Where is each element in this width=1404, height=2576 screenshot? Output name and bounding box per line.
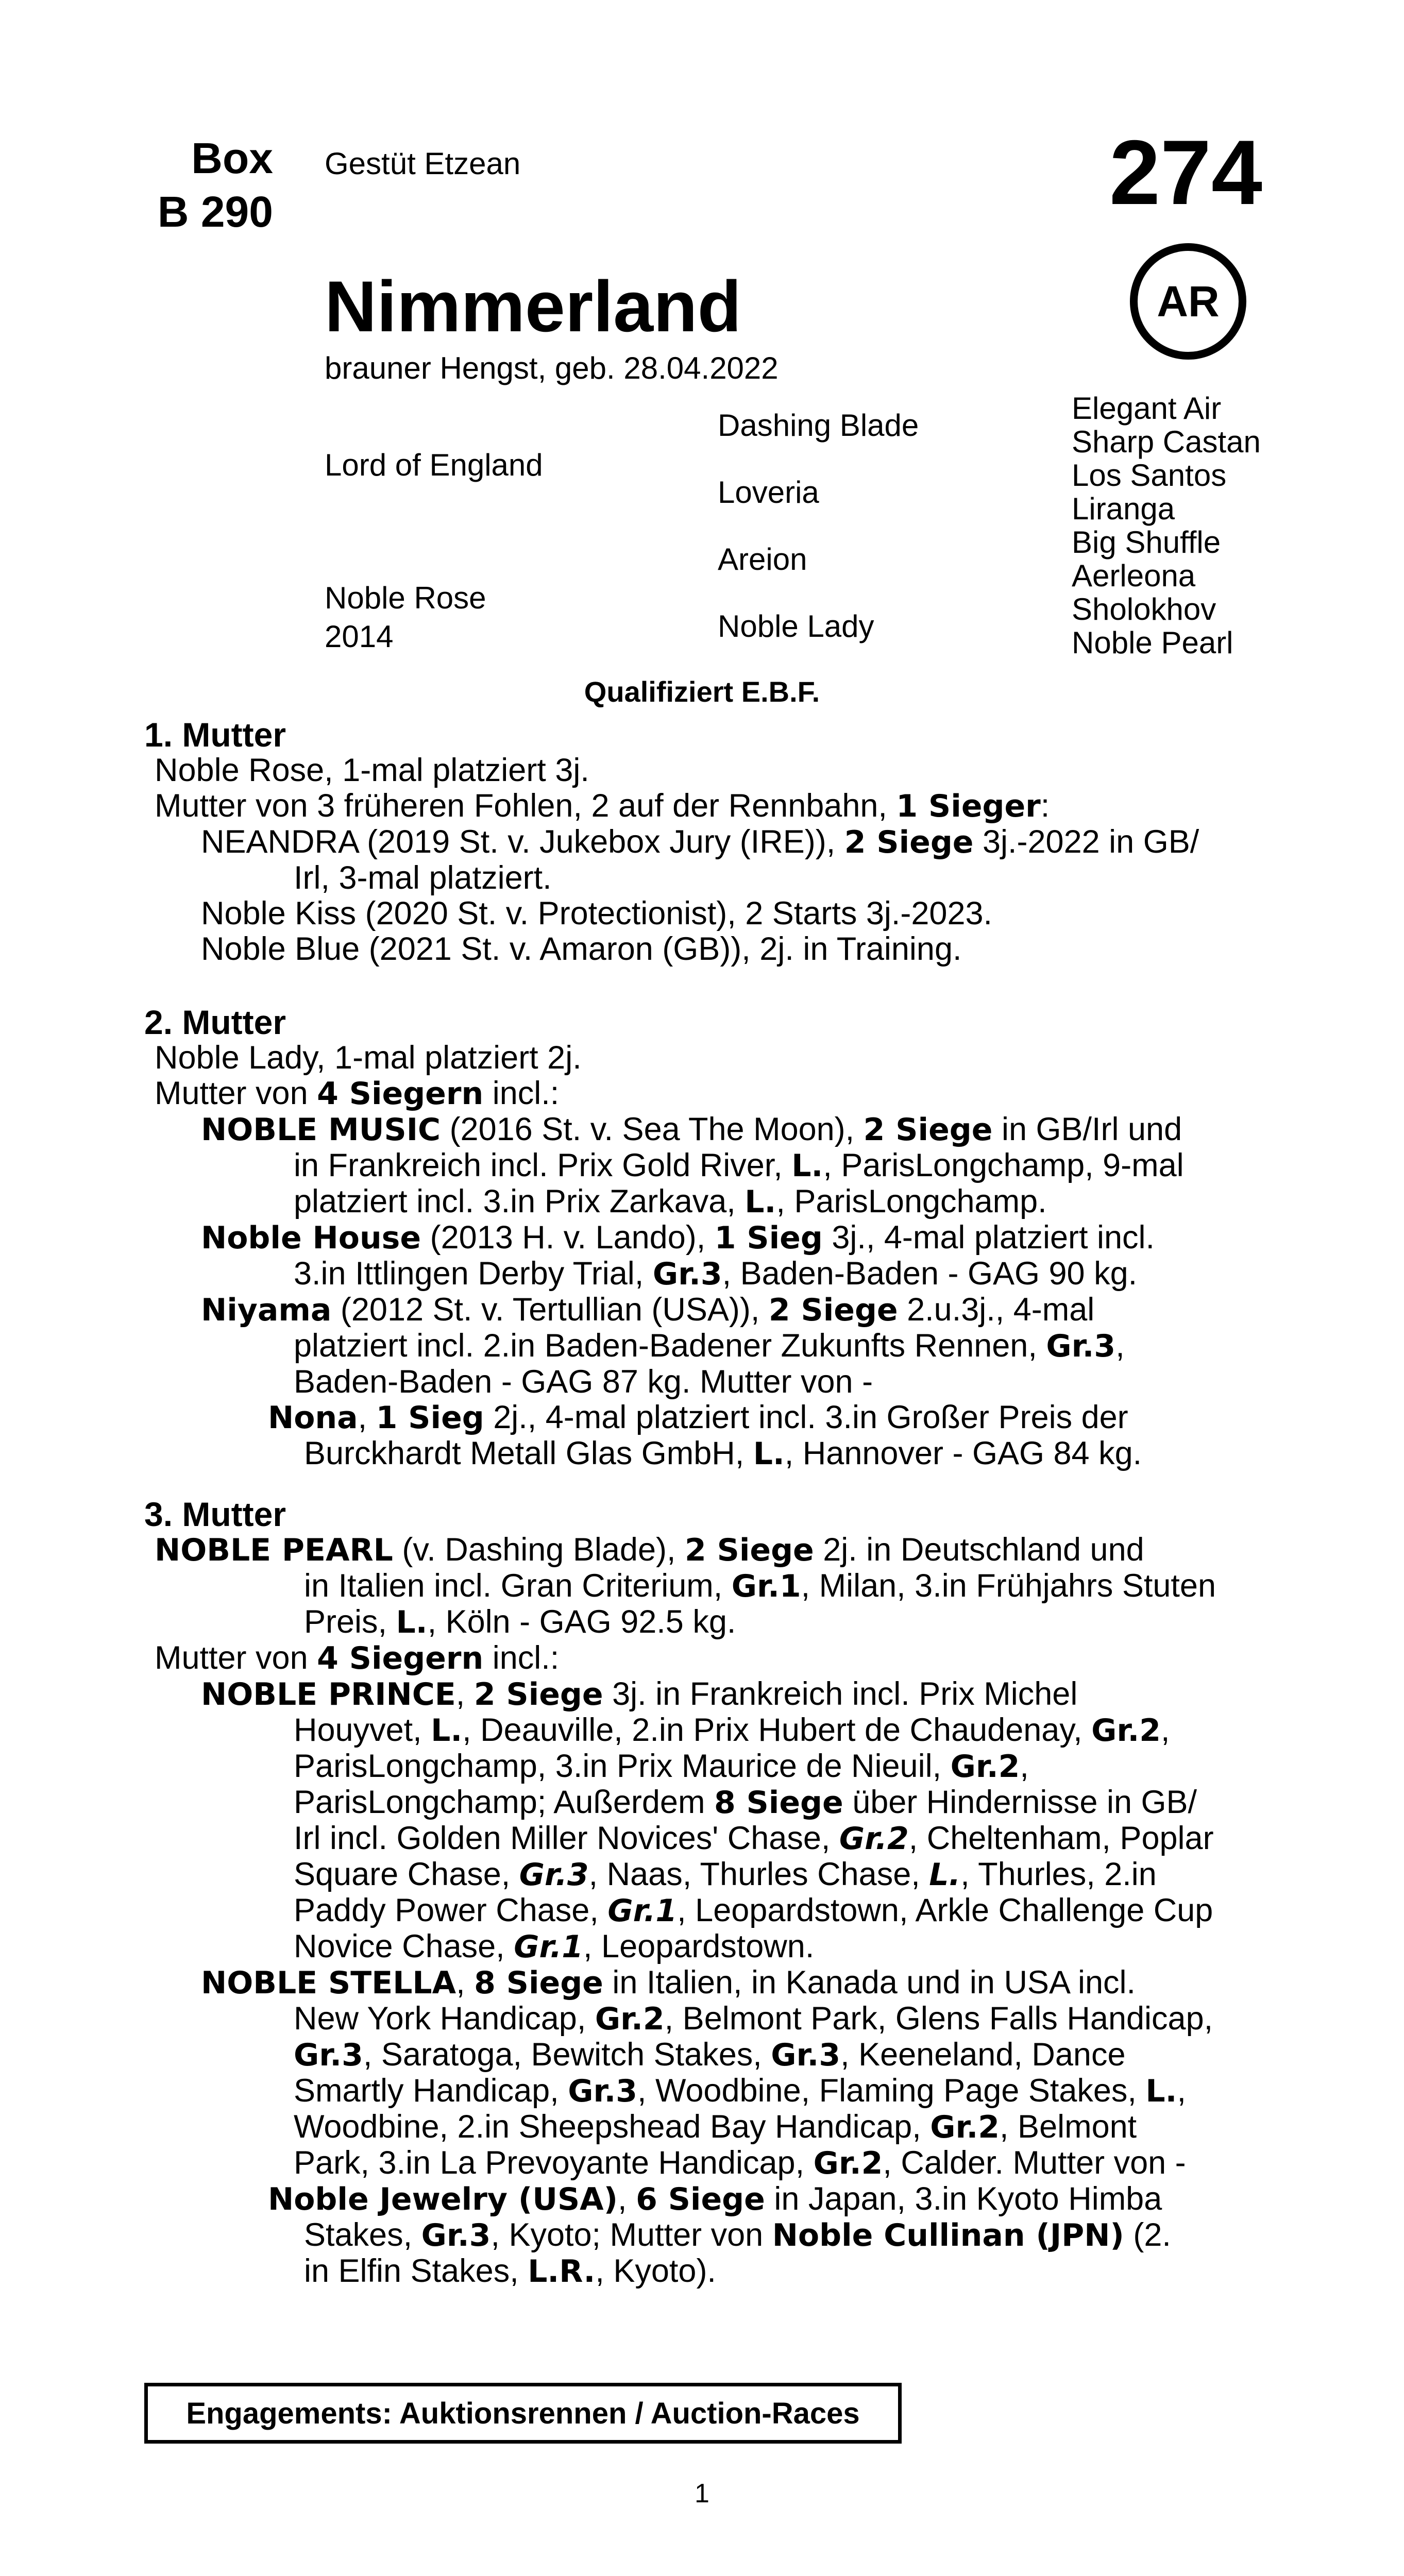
pedigree-great-grandparent: Sholokhov <box>1072 592 1216 626</box>
text: 3.in Ittlingen Derby Trial, <box>294 1256 653 1292</box>
progeny-name: Niyama <box>201 1292 332 1328</box>
text: Mutter von <box>155 1075 317 1111</box>
mutter2-progeny-d <box>144 1400 1270 1436</box>
progeny-name: NOBLE PRINCE <box>201 1676 456 1713</box>
mutter2-progeny-a <box>144 1112 1270 1148</box>
text: Novice Chase, <box>294 1928 514 1964</box>
mutter3-prince-cont <box>144 1929 1270 1965</box>
mutter3-section <box>144 1497 1270 2290</box>
text: in Frankreich incl. Prix Gold River, <box>294 1147 792 1183</box>
mutter2-progeny-a-cont <box>144 1184 1270 1220</box>
wins: 1 Sieg <box>376 1400 484 1436</box>
wins: 2 Siege <box>473 1676 603 1713</box>
text: ParisLongchamp; Außerdem <box>294 1784 714 1820</box>
mutter3-jewelry-cont <box>144 2217 1270 2253</box>
text: : <box>1040 788 1050 824</box>
grade: L. <box>1145 2073 1177 2109</box>
text: in GB/Irl und <box>992 1111 1182 1147</box>
text: , ParisLongchamp. <box>776 1183 1047 1219</box>
text: 2.u.3j., 4-mal <box>898 1292 1095 1328</box>
mutter2-heading: 2. Mutter <box>144 1003 286 1041</box>
grade: Gr.3 <box>771 2037 841 2073</box>
text: , Köln - GAG 92.5 kg. <box>427 1604 736 1640</box>
mutter2-progeny-c <box>144 1292 1270 1328</box>
mutter3-stella-cont <box>144 2109 1270 2145</box>
mutter3-pearl-cont <box>144 1568 1270 1604</box>
wins: 2 Siege <box>768 1292 898 1328</box>
text: , Belmont <box>1000 2109 1137 2145</box>
box-label <box>144 131 273 239</box>
progeny-name: NOBLE STELLA <box>201 1965 456 2001</box>
text: Burckhardt Metall Glas GmbH, <box>304 1435 753 1471</box>
grade: Gr.1 <box>607 1893 678 1929</box>
text: in Italien, in Kanada und in USA incl. <box>603 1964 1136 2001</box>
mutter1-section <box>144 717 1270 967</box>
text: Mutter von 3 früheren Fohlen, 2 auf der Rennbahn, <box>155 788 896 824</box>
progeny-name: Noble Cullinan (JPN) <box>772 2217 1124 2253</box>
pedigree-great-grandparent: Los Santos <box>1072 458 1227 493</box>
text: , Kyoto; Mutter von <box>490 2217 772 2253</box>
pedigree-grandparent: Dashing Blade <box>718 408 919 443</box>
grade: L. <box>929 1857 961 1893</box>
mutter3-stella-cont <box>144 2145 1270 2181</box>
progeny-name: Noble House <box>201 1220 421 1256</box>
text: , Calder. Mutter von - <box>883 2145 1186 2181</box>
text: Woodbine, 2.in Sheepshead Bay Handicap, <box>294 2109 931 2145</box>
winner-count: 1 Sieger <box>896 788 1041 824</box>
qualification: Qualifiziert E.B.F. <box>584 675 820 708</box>
text: Houyvet, <box>294 1712 431 1748</box>
pedigree-dam: Noble Rose <box>325 581 486 615</box>
wins: 2 Siege <box>844 824 974 860</box>
text: New York Handicap, <box>294 2001 595 2037</box>
grade: Gr.2 <box>1091 1713 1161 1749</box>
text: Preis, <box>304 1604 396 1640</box>
mutter3-prince-cont <box>144 1713 1270 1749</box>
pedigree-dam-year: 2014 <box>325 619 394 654</box>
mutter3-line2 <box>144 1640 1270 1676</box>
text: (2016 St. v. Sea The Moon), <box>441 1111 864 1147</box>
mutter2-line2 <box>144 1076 1270 1112</box>
grade: Gr.3 <box>1046 1328 1116 1364</box>
mutter3-pearl <box>144 1532 1270 1568</box>
text: , <box>456 1964 475 2001</box>
text: in Italien incl. Gran Criterium, <box>304 1568 732 1604</box>
mutter3-pearl-cont <box>144 1604 1270 1640</box>
mutter1-line1: Noble Rose, 1-mal platziert 3j. <box>155 752 589 788</box>
text: , <box>455 1676 474 1712</box>
box-line1: Box <box>191 134 273 182</box>
text: , Keeneland, Dance <box>840 2037 1126 2073</box>
pedigree-grandparent: Loveria <box>718 475 819 510</box>
text: , <box>1115 1328 1125 1364</box>
text: , Baden-Baden - GAG 90 kg. <box>722 1256 1138 1292</box>
horse-name: Nimmerland <box>325 266 742 347</box>
mutter3-stella-cont <box>144 2073 1270 2109</box>
wins: 2 Siege <box>684 1532 814 1568</box>
grade: Gr.3 <box>421 2217 491 2253</box>
text: incl.: <box>483 1640 560 1676</box>
stud-name: Gestüt Etzean <box>325 146 521 181</box>
mutter2-progeny-d-cont <box>144 1436 1270 1472</box>
mutter1-line2 <box>144 788 1270 824</box>
horse-description: brauner Hengst, geb. 28.04.2022 <box>325 351 779 385</box>
text: , <box>618 2181 636 2217</box>
grade: Gr.3 <box>652 1256 722 1292</box>
progeny-name: NEANDRA <box>201 824 358 860</box>
engagements-label: Engagements: Auktionsrennen / Auction-Races <box>186 2396 860 2430</box>
mutter2-progeny-c-cont: Baden-Baden - GAG 87 kg. Mutter von - <box>294 1364 873 1400</box>
text: , Belmont Park, Glens Falls Handicap, <box>664 2001 1213 2037</box>
mutter3-prince-cont <box>144 1857 1270 1893</box>
text: platziert incl. 2.in Baden-Badener Zukunfts Rennen, <box>294 1328 1046 1364</box>
mutter3-prince-cont <box>144 1821 1270 1857</box>
text: , Kyoto). <box>595 2253 716 2289</box>
grade: L. <box>791 1148 823 1184</box>
pedigree-grandparent: Noble Lady <box>718 609 874 643</box>
grade: Gr.2 <box>595 2001 665 2037</box>
mutter2-section <box>144 1005 1270 1472</box>
winner-count: 4 Siegern <box>317 1076 484 1112</box>
text: , Saratoga, Bewitch Stakes, <box>363 2037 771 2073</box>
mutter1-progeny-1 <box>144 824 1270 860</box>
mutter3-prince-cont <box>144 1893 1270 1929</box>
grade: L. <box>745 1184 776 1220</box>
engagements-box <box>144 2383 902 2444</box>
text: 3j.-2022 in GB/ <box>973 824 1199 860</box>
pedigree-great-grandparent: Aerleona <box>1072 558 1196 593</box>
text: Square Chase, <box>294 1856 519 1892</box>
progeny-name: NOBLE MUSIC <box>201 1112 441 1148</box>
text: 3j. in Frankreich incl. Prix Michel <box>603 1676 1078 1712</box>
mutter3-prince-cont <box>144 1749 1270 1785</box>
text: , Woodbine, Flaming Page Stakes, <box>637 2073 1146 2109</box>
grade: Gr.2 <box>930 2109 1000 2145</box>
grade: Gr.2 <box>839 1821 909 1857</box>
grade: Gr.2 <box>950 1749 1020 1785</box>
text: , Milan, 3.in Frühjahrs Stuten <box>801 1568 1216 1604</box>
mutter2-progeny-a-cont <box>144 1148 1270 1184</box>
box-line2: B 290 <box>157 188 273 236</box>
text: , Thurles, 2.in <box>960 1856 1157 1892</box>
mutter3-prince-cont <box>144 1785 1270 1821</box>
grade: L. <box>753 1436 785 1472</box>
mutter3-stella <box>144 1965 1270 2001</box>
text: (2012 St. v. Tertullian (USA)), <box>331 1292 769 1328</box>
mutter1-progeny-3: Noble Blue (2021 St. v. Amaron (GB)), 2j. in Training. <box>201 931 962 967</box>
text: (2013 H. v. Lando), <box>421 1219 715 1256</box>
grade: Gr.1 <box>731 1568 801 1604</box>
mutter3-stella-cont <box>144 2037 1270 2073</box>
pedigree-great-grandparent: Elegant Air <box>1072 391 1222 426</box>
wins: 6 Siege <box>636 2181 765 2217</box>
pedigree-great-grandparent: Liranga <box>1072 492 1175 526</box>
text: , Leopardstown, Arkle Challenge Cup <box>677 1892 1213 1928</box>
winner-count: 4 Siegern <box>317 1640 484 1676</box>
text: , Hannover - GAG 84 kg. <box>784 1435 1142 1471</box>
text: , Cheltenham, Poplar <box>908 1820 1214 1856</box>
text: , Deauville, 2.in Prix Hubert de Chaudenay, <box>462 1712 1092 1748</box>
text: , <box>1020 1748 1029 1784</box>
mutter3-stella-cont <box>144 2001 1270 2037</box>
text: 2j., 4-mal platziert incl. 3.in Großer Preis der <box>484 1399 1128 1435</box>
grade: L. <box>396 1604 428 1640</box>
text: (v. Dashing Blade), <box>393 1532 685 1568</box>
wins: 1 Sieg <box>714 1220 823 1256</box>
text: Stakes, <box>304 2217 421 2253</box>
wins: 2 Siege <box>863 1112 993 1148</box>
pedigree-great-grandparent: Big Shuffle <box>1072 525 1221 560</box>
text: (2019 St. v. Jukebox Jury (IRE)), <box>358 824 844 860</box>
pedigree-sire: Lord of England <box>325 448 543 482</box>
pedigree-grandparent: Areion <box>718 542 807 577</box>
mutter1-progeny-2: Noble Kiss (2020 St. v. Protectionist), 2 Starts 3j.-2023. <box>201 895 993 931</box>
text: , <box>1177 2073 1186 2109</box>
progeny-name: Noble Jewelry (USA) <box>268 2181 618 2217</box>
grade: L. <box>431 1713 463 1749</box>
lot-number: 274 <box>1109 121 1262 224</box>
text: Irl incl. Golden Miller Novices' Chase, <box>294 1820 839 1856</box>
grade: Gr.1 <box>514 1929 584 1965</box>
ar-badge-label: AR <box>1157 277 1220 326</box>
mutter3-jewelry-cont <box>144 2253 1270 2290</box>
page-number: 1 <box>695 2479 709 2509</box>
text: ParisLongchamp, 3.in Prix Maurice de Nieuil, <box>294 1748 951 1784</box>
grade: Gr.3 <box>519 1857 589 1893</box>
dam-name: NOBLE PEARL <box>155 1532 393 1568</box>
wins: 8 Siege <box>714 1785 843 1821</box>
text: platziert incl. 3.in Prix Zarkava, <box>294 1183 745 1219</box>
grade: Gr.3 <box>294 2037 363 2073</box>
mutter3-jewelry <box>144 2181 1270 2217</box>
text: , <box>358 1399 376 1435</box>
wins: 8 Siege <box>474 1965 603 2001</box>
grade: Gr.3 <box>568 2073 638 2109</box>
mutter2-progeny-c-cont <box>144 1328 1270 1364</box>
text: , ParisLongchamp, 9-mal <box>823 1147 1184 1183</box>
text: Mutter von <box>155 1640 317 1676</box>
text: , Leopardstown. <box>583 1928 815 1964</box>
mutter2-progeny-b <box>144 1220 1270 1256</box>
text: Paddy Power Chase, <box>294 1892 608 1928</box>
text: (2. <box>1124 2217 1171 2253</box>
text: 3j., 4-mal platziert incl. <box>822 1219 1155 1256</box>
mutter1-heading: 1. Mutter <box>144 716 286 754</box>
text: , <box>1160 1712 1170 1748</box>
mutter3-heading: 3. Mutter <box>144 1495 286 1533</box>
mutter1-progeny-1-cont: Irl, 3-mal platziert. <box>294 860 552 896</box>
text: über Hindernisse in GB/ <box>843 1784 1197 1820</box>
mutter3-prince <box>144 1676 1270 1713</box>
pedigree-great-grandparent: Sharp Castan <box>1072 425 1261 459</box>
progeny-name: Nona <box>268 1400 358 1436</box>
text: in Elfin Stakes, <box>304 2253 528 2289</box>
mutter2-progeny-b-cont <box>144 1256 1270 1292</box>
text: incl.: <box>483 1075 560 1111</box>
text: 2j. in Deutschland und <box>814 1532 1144 1568</box>
text: Smartly Handicap, <box>294 2073 568 2109</box>
pedigree-great-grandparent: Noble Pearl <box>1072 625 1233 660</box>
ar-badge <box>1130 243 1246 360</box>
grade: L.R. <box>528 2253 596 2290</box>
text: , Naas, Thurles Chase, <box>588 1856 929 1892</box>
mutter2-line1: Noble Lady, 1-mal platziert 2j. <box>155 1040 582 1076</box>
text: Park, 3.in La Prevoyante Handicap, <box>294 2145 814 2181</box>
grade: Gr.2 <box>813 2145 883 2181</box>
text: in Japan, 3.in Kyoto Himba <box>765 2181 1162 2217</box>
